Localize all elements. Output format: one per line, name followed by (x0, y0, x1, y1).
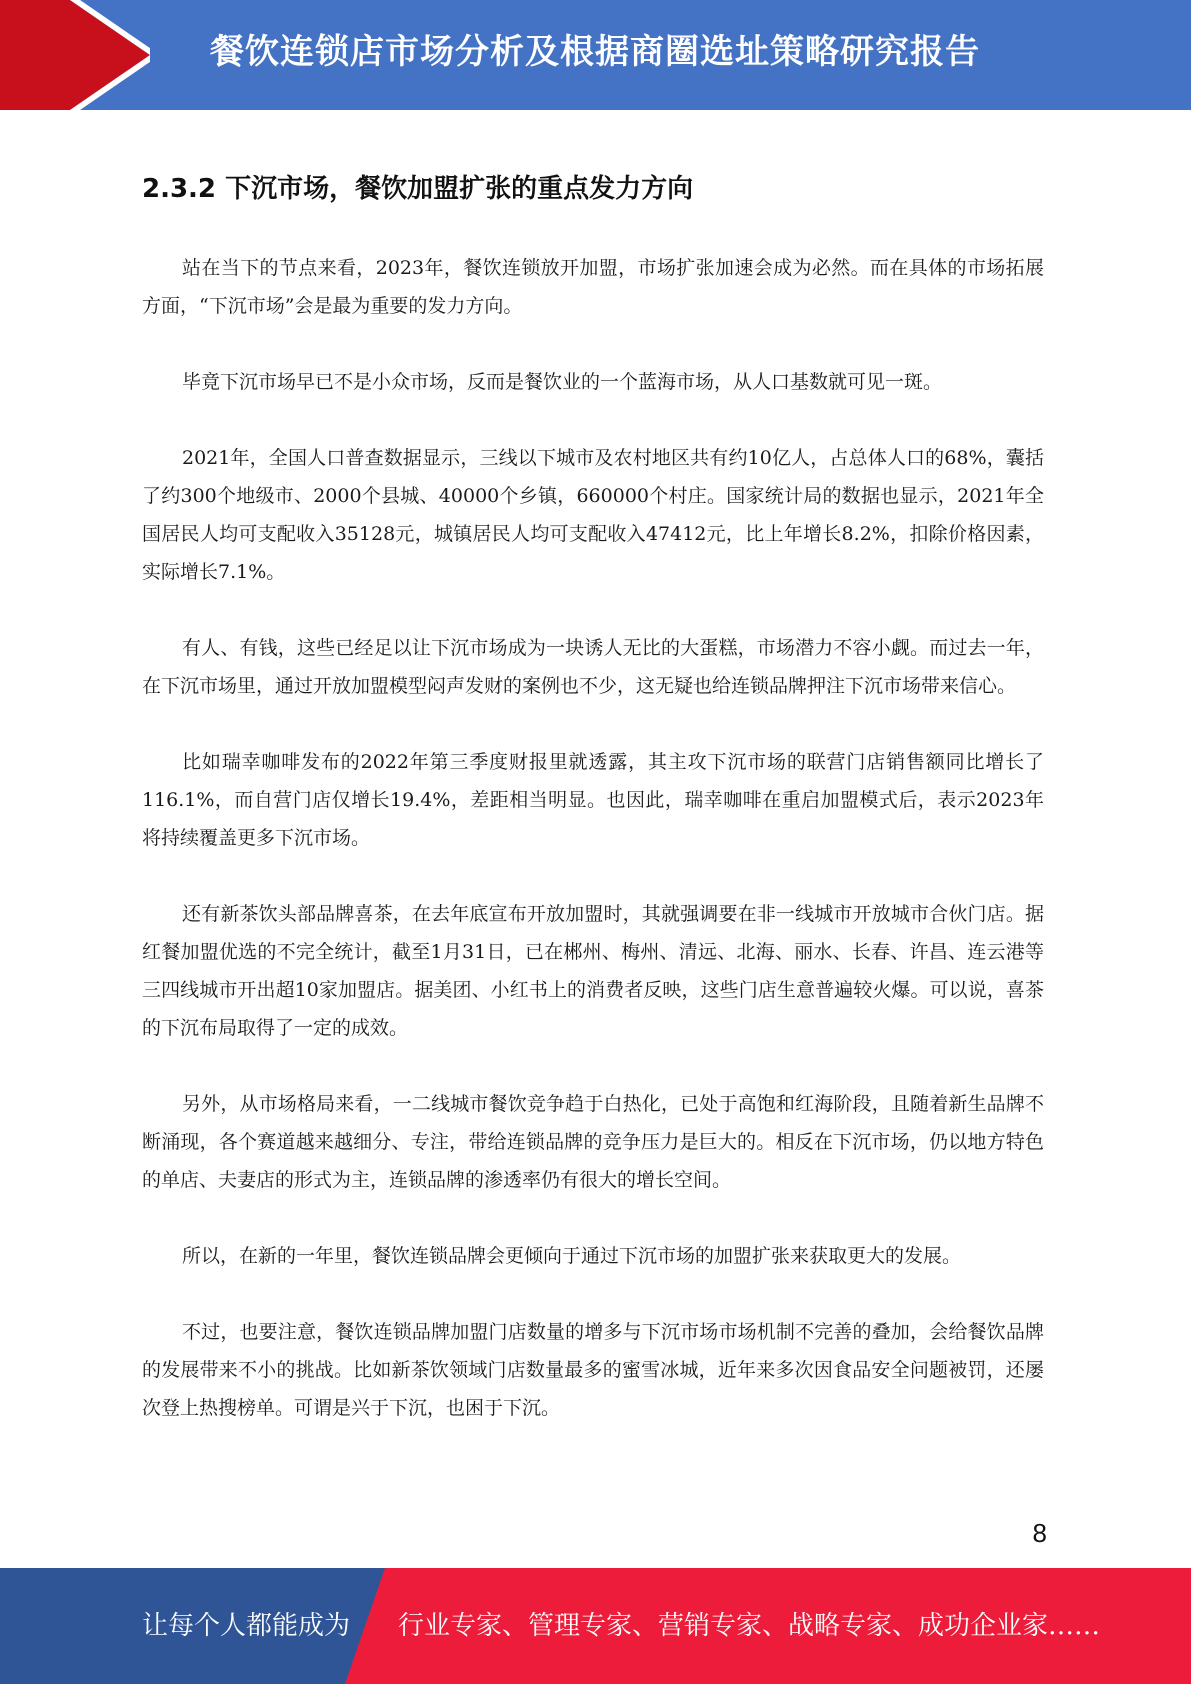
page-number: 8 (1032, 1518, 1047, 1548)
section-heading: 2.3.2 下沉市场，餐饮加盟扩张的重点发力方向 (142, 174, 694, 204)
header-title: 餐饮连锁店市场分析及根据商圈选址策略研究报告 (210, 32, 980, 72)
header-arrow-decoration (0, 0, 150, 110)
paragraph: 站在当下的节点来看，2023年，餐饮连锁放开加盟，市场扩张加速会成为必然。而在具体的市场拓展方面，“下沉市场”会是最为重要的发力方向。 (142, 257, 1044, 317)
paragraph: 另外，从市场格局来看，一二线城市餐饮竞争趋于白热化，已处于高饱和红海阶段，且随着新生品牌不断涌现，各个赛道越来越细分、专注，带给连锁品牌的竞争压力是巨大的。相反在下沉市场，仍以地方特色的单店、夫妻店的形式为主，连锁品牌的渗透率仍有很大的增长空间。 (142, 1093, 1044, 1191)
paragraph: 有人、有钱，这些已经足以让下沉市场成为一块诱人无比的大蛋糕，市场潜力不容小觑。而过去一年，在下沉市场里，通过开放加盟模型闷声发财的案例也不少，这无疑也给连锁品牌押注下沉市场带来信心。 (142, 637, 1044, 697)
paragraph: 比如瑞幸咖啡发布的2022年第三季度财报里就透露，其主攻下沉市场的联营门店销售额同比增长了116.1%，而自营门店仅增长19.4%，差距相当明显。也因此，瑞幸咖啡在重启加盟模式后，表示2023年将持续覆盖更多下沉市场。 (142, 751, 1044, 849)
paragraph: 不过，也要注意，餐饮连锁品牌加盟门店数量的增多与下沉市场市场机制不完善的叠加，会给餐饮品牌的发展带来不小的挑战。比如新茶饮领域门店数量最多的蜜雪冰城，近年来多次因食品安全问题被罚，还屡次登上热搜榜单。可谓是兴于下沉，也困于下沉。 (142, 1321, 1044, 1419)
footer-slogan-left: 让每个人都能成为 (142, 1611, 351, 1641)
paragraph: 所以，在新的一年里，餐饮连锁品牌会更倾向于通过下沉市场的加盟扩张来获取更大的发展。 (182, 1245, 962, 1267)
body-content (142, 249, 1044, 1465)
paragraph: 毕竟下沉市场早已不是小众市场，反而是餐饮业的一个蓝海市场，从人口基数就可见一斑。 (182, 371, 943, 393)
footer-slogan-right: 行业专家、管理专家、营销专家、战略专家、成功企业家…… (398, 1611, 1101, 1641)
paragraph: 2021年，全国人口普查数据显示，三线以下城市及农村地区共有约10亿人，占总体人口的68%，囊括了约300个地级市、2000个县城、40000个乡镇，660000个村庄。国家统计局的数据也显示，2021年全国居民人均可支配收入35128元，城镇居民人均可支配收入47412元，比上年增长8.2%，扣除价格因素，实际增长7.1%。 (142, 447, 1044, 583)
footer-banner (0, 1568, 1191, 1684)
header-banner (0, 0, 1191, 110)
paragraph: 还有新茶饮头部品牌喜茶，在去年底宣布开放加盟时，其就强调要在非一线城市开放城市合伙门店。据红餐加盟优选的不完全统计，截至1月31日，已在郴州、梅州、清远、北海、丽水、长春、许昌、连云港等三四线城市开出超10家加盟店。据美团、小红书上的消费者反映，这些门店生意普遍较火爆。可以说，喜茶的下沉布局取得了一定的成效。 (142, 903, 1044, 1039)
